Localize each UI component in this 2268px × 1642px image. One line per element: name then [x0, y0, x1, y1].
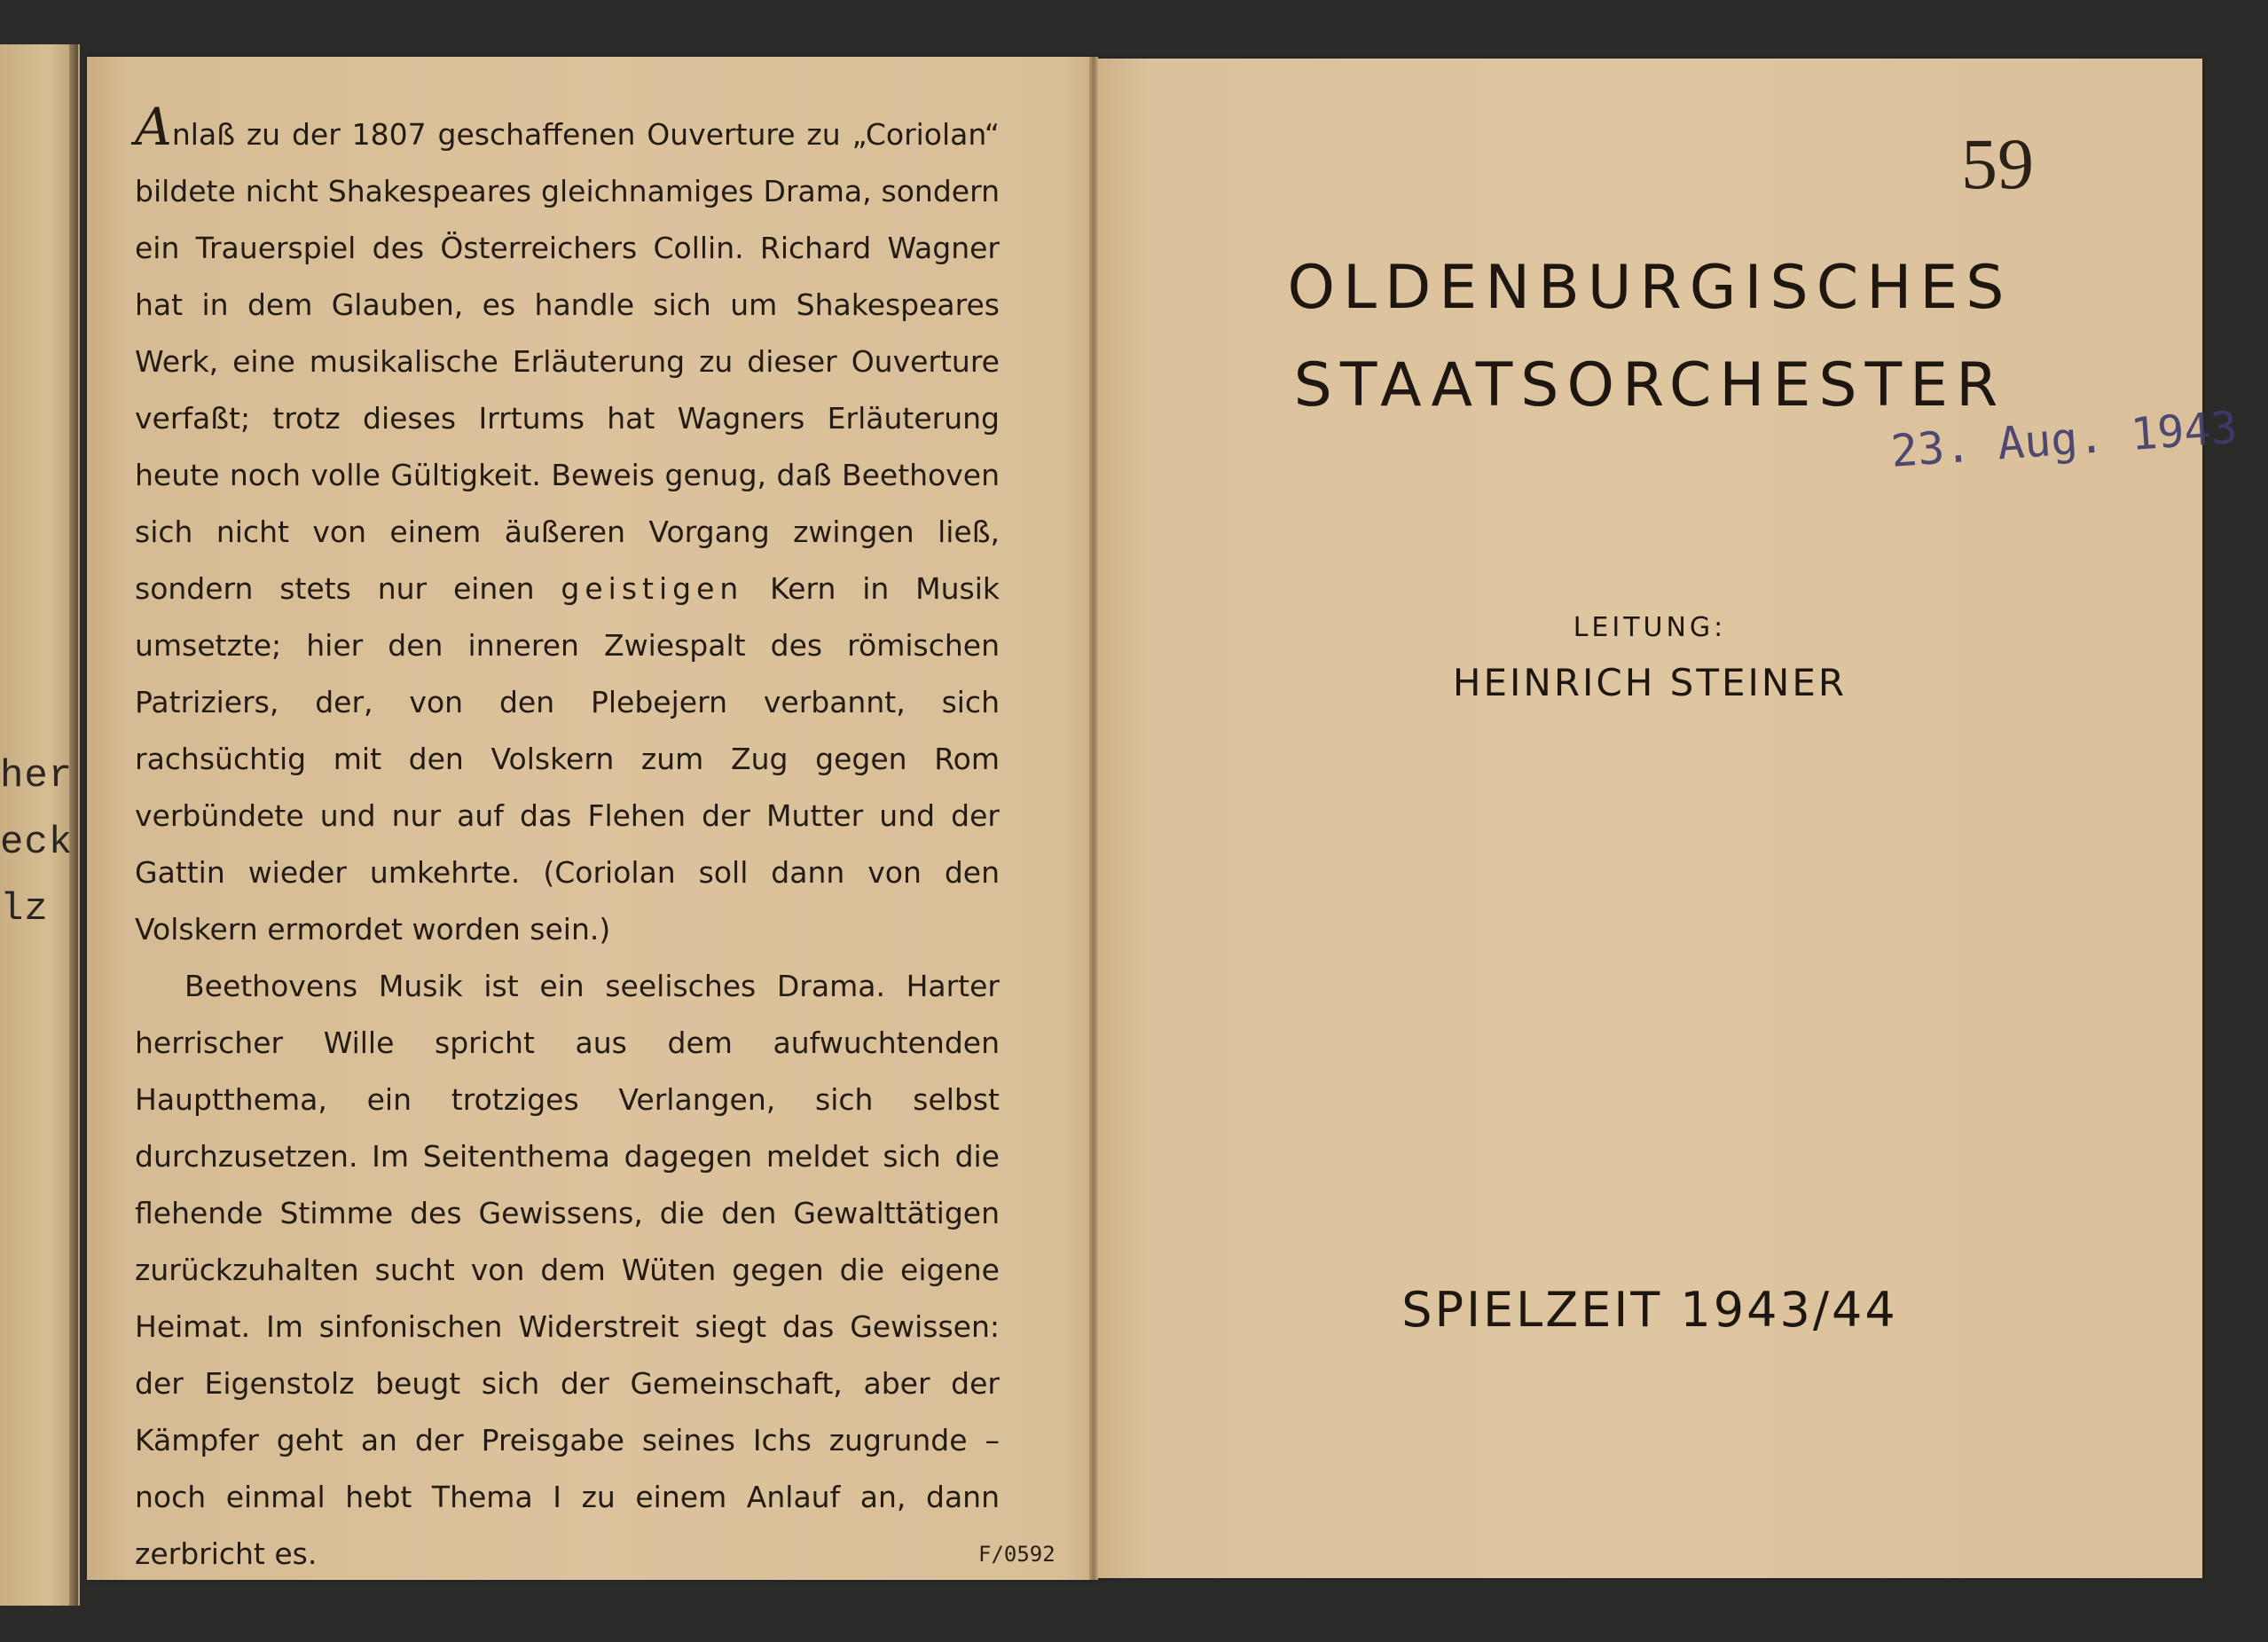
print-code: F/0592 [978, 1542, 1056, 1567]
paragraph-1-part-b: Kern in Musik umsetzte; hier den inneren Zwiespalt des römischen Patriziers, der, von den Plebejern verbannt, sich rachsüchtig mit den Volskern zum Zug gegen Rom verbündete und nur auf das Flehen der Mutter und der Gattin wieder umkehrte. (Coriolan soll dann von den Volskern ermordet worden sein.) [135, 571, 1001, 947]
previous-page-fragment-1: her [0, 754, 74, 798]
page-fold [1089, 57, 1098, 1580]
spaced-emphasis-word: geistigen [561, 571, 744, 606]
title-line-1: OLDENBURGISCHES [1287, 253, 2013, 323]
season-label: SPIELZEIT 1943/44 [1401, 1282, 1898, 1338]
conductor-name: HEINRICH STEINER [1452, 661, 1848, 704]
initial-letter: A [135, 97, 172, 157]
leitung-label: LEITUNG: [1573, 612, 1727, 643]
paragraph-1 [135, 97, 1001, 958]
date-stamp: 23. Aug. 1943 [1889, 401, 2240, 477]
title-line-2: STAATSORCHESTER [1293, 350, 2006, 420]
program-note-text [135, 97, 1001, 1583]
paragraph-2: Beethovens Musik ist ein seelisches Drama. Harter herrischer Wille spricht aus dem aufwuchtenden Hauptthema, ein trotziges Verlangen, sich selbst durchzusetzen. Im Seitenthema dagegen meldet sich die flehende Stimme des Gewissens, die den Gewalttätigen zurückzuhalten sucht von dem Wüten gegen die eigene Heimat. Im sinfonischen Widerstreit siegt das Gewissen: der Eigenstolz beugt sich der Gemeinschaft, aber der Kämpfer geht an der Preisgabe seines Ichs zugrunde – noch einmal hebt Thema I zu einem Anlauf an, dann zerbricht es. [135, 969, 1000, 1571]
page-number: 59 [1961, 123, 2034, 204]
previous-page-fragment-3: lz [0, 887, 49, 931]
previous-page-fragment-2: eck [0, 821, 74, 865]
paragraph-1-part-a: nlaß zu der 1807 geschaffenen Ouverture zu „Coriolan“ bildete nicht Shakespeares gleichnamiges Drama, sondern ein Trauerspiel des Österreichers Collin. Richard Wagner hat in dem Glauben, es handle sich um Shakespeares Werk, eine musikalische Erläuterung zu dieser Ouverture verfaßt; trotz dieses Irrtums hat Wagners Erläuterung heute noch volle Gültigkeit. Beweis genug, daß Beethoven sich nicht von einem äußeren Vorgang zwingen ließ, sondern stets nur einen [135, 117, 1000, 606]
